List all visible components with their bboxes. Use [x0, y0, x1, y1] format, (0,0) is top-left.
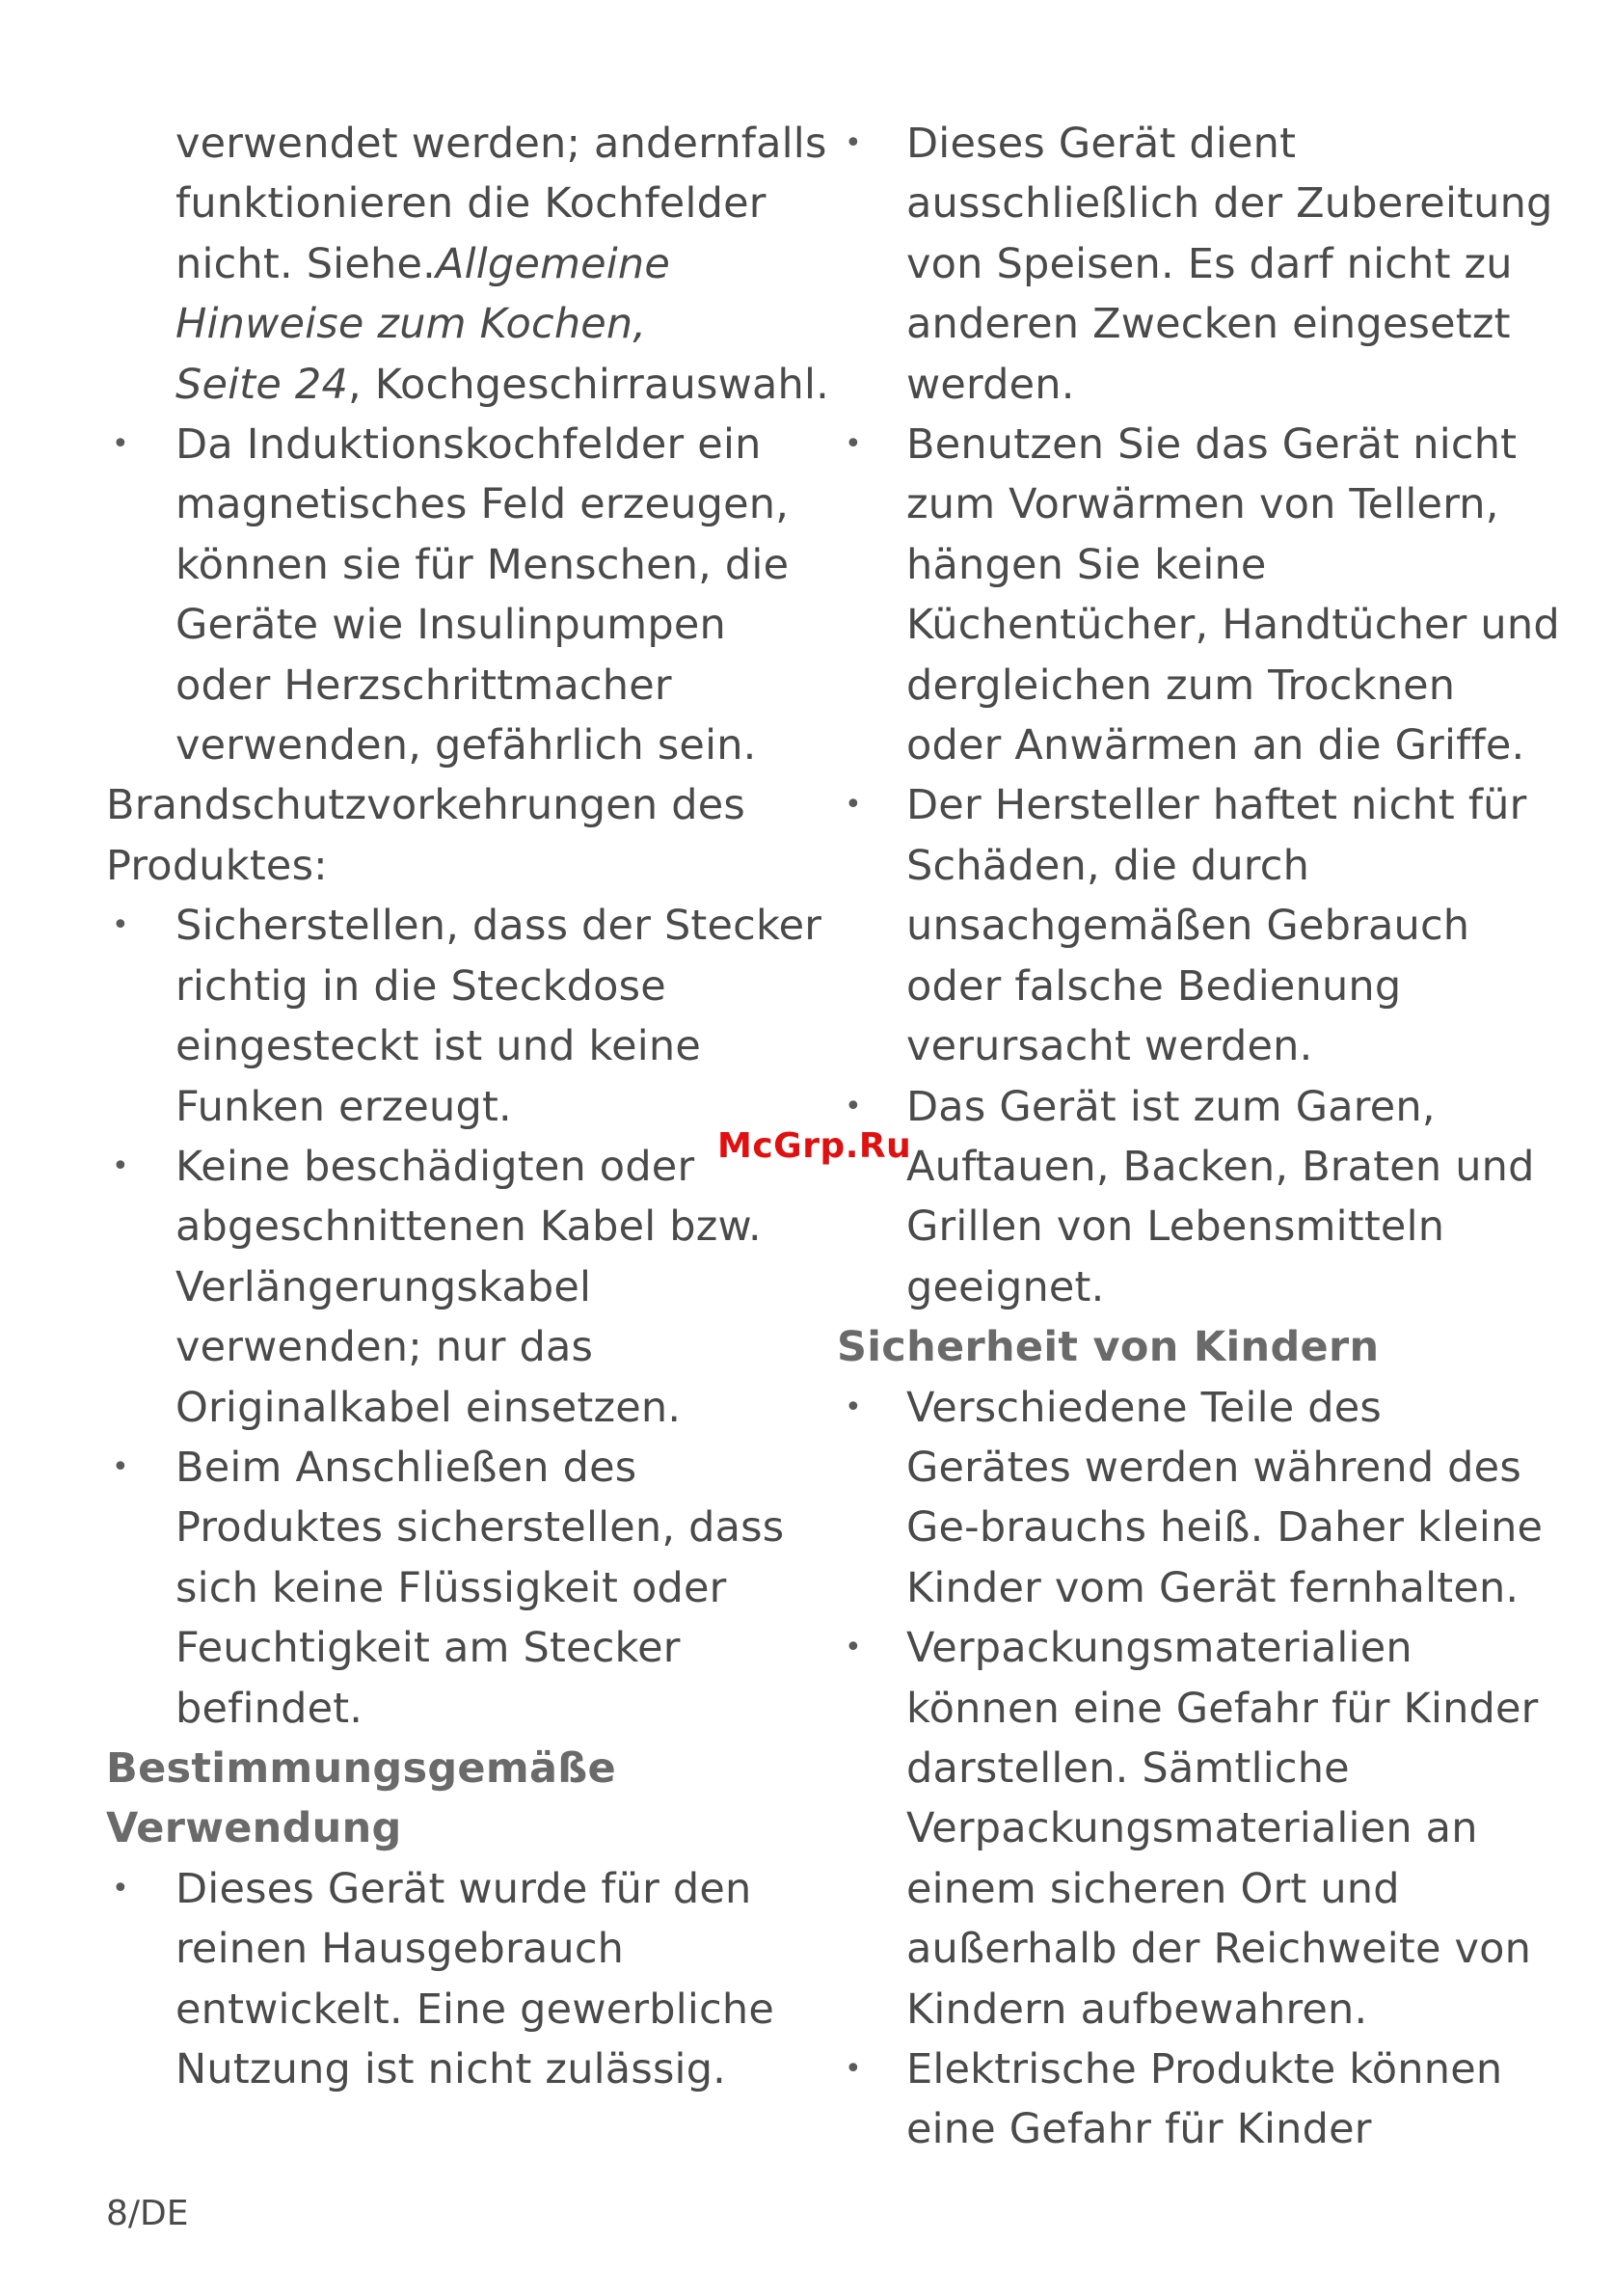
bullet-item-packaging	[837, 1618, 1539, 2039]
text-line: Verpackungsmaterialien an	[906, 1804, 1478, 1853]
text-line	[175, 234, 820, 294]
heading-line: Verwendung	[106, 1804, 402, 1853]
text-line: Kinder vom Gerät fernhalten.	[906, 1563, 1520, 1612]
text-line: Beim Anschließen des	[175, 1443, 637, 1492]
bullet-item-cooking	[837, 1077, 1535, 1318]
bullet-item-plug	[106, 896, 820, 1137]
text-line: zum Vorwärmen von Tellern,	[906, 480, 1499, 529]
text-line: Nutzung ist nicht zulässig.	[175, 2045, 727, 2093]
text-line: anderen Zwecken eingesetzt	[906, 300, 1511, 349]
bullet-item-household	[106, 1859, 820, 2100]
text-line: magnetisches Feld erzeugen,	[175, 480, 790, 529]
text-line: geeignet.	[906, 1262, 1105, 1311]
text-line: Gerätes werden während des	[906, 1443, 1521, 1492]
text-line: Benutzen Sie das Gerät nicht	[906, 420, 1518, 470]
text-line: ausschließlich der Zubereitung	[906, 179, 1553, 229]
text-line: Verlängerungskabel	[175, 1262, 592, 1311]
cross-reference-link[interactable]: Seite 24	[175, 360, 348, 409]
text-line: Verpackungsmaterialien	[906, 1624, 1412, 1673]
right-column	[837, 114, 1560, 2160]
heading-line: Bestimmungsgemäße	[106, 1743, 616, 1793]
page-number: 8/DE	[106, 2194, 189, 2233]
text-line: verwenden, gefährlich sein.	[175, 721, 757, 770]
section-heading-intended-use	[106, 1739, 820, 1859]
bullet-item-cable	[106, 1137, 820, 1438]
text-line: werden.	[906, 360, 1075, 409]
text-line: verwenden; nur das	[175, 1323, 594, 1372]
fire-safety-intro	[106, 775, 820, 896]
text-line: Küchentücher, Handtücher und	[906, 601, 1560, 650]
bullet-item-liability	[837, 775, 1531, 1076]
text-line: hängen Sie keine	[906, 540, 1267, 589]
text-line: oder Herzschrittmacher	[175, 661, 672, 710]
text-line: Grillen von Lebensmitteln	[906, 1202, 1445, 1252]
text-fragment: nicht. Siehe.	[175, 239, 436, 288]
text-line: Sicherstellen, dass der Stecker	[175, 902, 822, 951]
text-line: Originalkabel einsetzen.	[175, 1383, 682, 1432]
bullet-item-electric	[837, 2039, 1531, 2160]
text-line: können sie für Menschen, die	[175, 540, 790, 589]
text-line: abgeschnittenen Kabel bzw.	[175, 1202, 762, 1252]
text-fragment: , Kochgeschirrauswahl.	[348, 360, 829, 409]
text-line: Brandschutzvorkehrungen des	[106, 781, 745, 830]
text-line: sich keine Flüssigkeit oder	[175, 1563, 727, 1612]
text-line: von Speisen. Es darf nicht zu	[906, 239, 1513, 288]
text-line: eine Gefahr für Kinder	[906, 2105, 1372, 2154]
bullet-item-food	[837, 114, 1553, 415]
paragraph-cookware-continuation	[106, 114, 829, 415]
text-line: unsachgemäßen Gebrauch	[906, 902, 1470, 951]
text-line: einem sicheren Ort und	[906, 1864, 1400, 1913]
bullet-item-induction	[106, 415, 820, 775]
text-line: Verschiedene Teile des	[906, 1383, 1383, 1432]
text-line: Geräte wie Insulinpumpen	[175, 601, 727, 650]
text-line: darstellen. Sämtliche	[906, 1743, 1350, 1793]
text-line: Dieses Gerät dient	[906, 120, 1297, 168]
text-line: Schäden, die durch	[906, 841, 1310, 890]
text-line: funktionieren die Kochfelder	[175, 179, 767, 229]
watermark: McGrp.Ru	[717, 1126, 912, 1166]
text-line: Feuchtigkeit am Stecker	[175, 1624, 681, 1673]
cross-reference-link[interactable]: Hinweise zum Kochen,	[175, 300, 647, 349]
text-line: verursacht werden.	[906, 1022, 1313, 1071]
left-column	[106, 114, 829, 2099]
text-line: Kindern aufbewahren.	[906, 1985, 1368, 2034]
text-line: Ge-brauchs heiß. Daher kleine	[906, 1503, 1544, 1553]
cross-reference-link[interactable]: Allgemeine	[435, 239, 671, 288]
text-line: reinen Hausgebrauch	[175, 1925, 625, 1974]
text-line: Auftauen, Backen, Braten und	[906, 1142, 1535, 1191]
text-line: oder falsche Bedienung	[906, 961, 1402, 1011]
text-line: Produktes:	[106, 841, 328, 890]
text-line: oder Anwärmen an die Griffe.	[906, 721, 1525, 770]
text-line: entwickelt. Eine gewerbliche	[175, 1985, 774, 2034]
text-line: Keine beschädigten oder	[175, 1142, 695, 1191]
bullet-item-plates	[837, 415, 1560, 775]
text-line: richtig in die Steckdose	[175, 961, 666, 1011]
text-line	[175, 355, 829, 415]
text-line: eingesteckt ist und keine	[175, 1022, 702, 1071]
text-line: befindet.	[175, 1684, 363, 1733]
text-line: verwendet werden; andernfalls	[175, 120, 827, 168]
text-line: außerhalb der Reichweite von	[906, 1925, 1532, 1974]
text-line: Dieses Gerät wurde für den	[175, 1864, 752, 1913]
section-heading-child-safety: Sicherheit von Kindern	[837, 1323, 1380, 1372]
text-line: Der Hersteller haftet nicht für	[906, 781, 1527, 830]
text-line: dergleichen zum Trocknen	[906, 661, 1456, 710]
text-line: Funken erzeugt.	[175, 1082, 512, 1131]
text-line: Produktes sicherstellen, dass	[175, 1503, 785, 1553]
bullet-item-moisture	[106, 1438, 820, 1739]
text-line: Elektrische Produkte können	[906, 2045, 1503, 2093]
bullet-item-hot-parts	[837, 1378, 1544, 1619]
text-line: Da Induktionskochfelder ein	[175, 420, 762, 470]
text-line: Das Gerät ist zum Garen,	[906, 1082, 1436, 1131]
text-line: können eine Gefahr für Kinder	[906, 1684, 1539, 1733]
